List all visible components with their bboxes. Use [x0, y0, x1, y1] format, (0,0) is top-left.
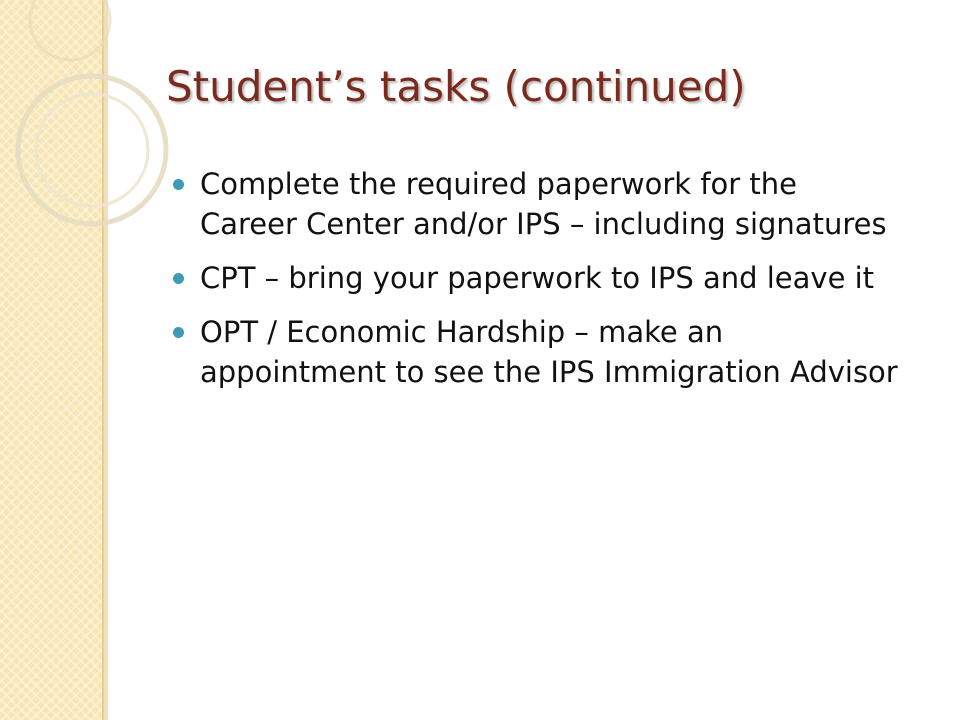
- slide-title: Student’s tasks (continued): [166, 62, 746, 111]
- bullet-text: OPT / Economic Hardship – make an appointment to see the IPS Immigration Advisor: [200, 315, 898, 389]
- bullet-list: [200, 164, 900, 406]
- bullet-icon: [173, 179, 184, 190]
- decorative-circle-top: [30, 0, 110, 60]
- bullet-icon: [173, 273, 184, 284]
- decorative-circles-ornament: [0, 0, 200, 260]
- bullet-item: [200, 312, 900, 392]
- bullet-text: Complete the required paperwork for the Career Center and/or IPS – including signatures: [200, 167, 887, 241]
- decorative-circle-outer: [18, 76, 166, 224]
- bullet-item: [200, 258, 900, 298]
- bullet-item: [200, 164, 900, 244]
- bullet-icon: [173, 327, 184, 338]
- bullet-text: CPT – bring your paperwork to IPS and leave it: [200, 261, 875, 295]
- decorative-circle-inner: [36, 94, 148, 206]
